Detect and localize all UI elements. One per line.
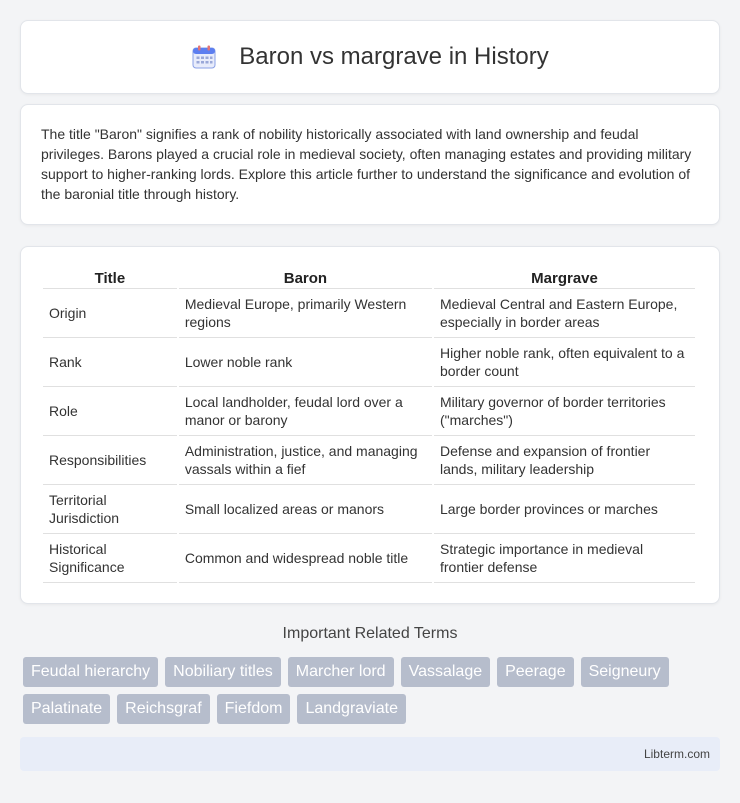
- table-row: [43, 436, 695, 485]
- tag-marcher-lord[interactable]: Marcher lord: [288, 657, 394, 687]
- row-label: Territorial Jurisdiction: [43, 485, 177, 534]
- baron-cell: Administration, justice, and managing vassals within a fief: [179, 436, 432, 485]
- baron-cell: Common and widespread noble title: [179, 534, 432, 583]
- table-row: [43, 387, 695, 436]
- page-header: [20, 20, 720, 94]
- related-terms-title: Important Related Terms: [282, 625, 458, 642]
- table-header-row: [43, 267, 695, 289]
- comparison-table: [41, 267, 697, 583]
- header-margrave: Margrave: [434, 267, 695, 289]
- footer: [20, 737, 720, 771]
- tag-vassalage[interactable]: Vassalage: [401, 657, 491, 687]
- header-title: Title: [43, 267, 177, 289]
- tag-reichsgraf[interactable]: Reichsgraf: [117, 694, 209, 724]
- tag-nobiliary-titles[interactable]: Nobiliary titles: [165, 657, 281, 687]
- margrave-cell: Higher noble rank, often equivalent to a border count: [434, 338, 695, 387]
- table-row: [43, 289, 695, 338]
- comparison-card: [20, 246, 720, 604]
- baron-cell: Lower noble rank: [179, 338, 432, 387]
- tag-landgraviate[interactable]: Landgraviate: [297, 694, 406, 724]
- tag-seigneury[interactable]: Seigneury: [581, 657, 669, 687]
- baron-cell: Medieval Europe, primarily Western regions: [179, 289, 432, 338]
- intro-text: The title "Baron" signifies a rank of nobility historically associated with land ownership and feudal privileges. Barons played a crucial role in medieval society, often managing estates and providing military support to higher-ranking lords. Explore this article further to understand the significance and evolution of the baronial title through history.: [41, 126, 692, 202]
- row-label: Role: [43, 387, 177, 436]
- margrave-cell: Large border provinces or marches: [434, 485, 695, 534]
- footer-brand[interactable]: Libterm.com: [643, 747, 710, 761]
- table-row: [43, 338, 695, 387]
- intro-card: [20, 104, 720, 225]
- baron-cell: Small localized areas or manors: [179, 485, 432, 534]
- calendar-icon: [191, 44, 217, 70]
- header-baron: Baron: [179, 267, 432, 289]
- table-row: [43, 534, 695, 583]
- row-label: Historical Significance: [43, 534, 177, 583]
- row-label: Responsibilities: [43, 436, 177, 485]
- margrave-cell: Military governor of border territories ("marches"): [434, 387, 695, 436]
- table-row: [43, 485, 695, 534]
- row-label: Origin: [43, 289, 177, 338]
- tag-peerage[interactable]: Peerage: [497, 657, 574, 687]
- baron-cell: Local landholder, feudal lord over a manor or barony: [179, 387, 432, 436]
- tag-palatinate[interactable]: Palatinate: [23, 694, 110, 724]
- page-title: Baron vs margrave in History: [239, 43, 549, 70]
- tag-fiefdom[interactable]: Fiefdom: [217, 694, 291, 724]
- tag-feudal-hierarchy[interactable]: Feudal hierarchy: [23, 657, 158, 687]
- margrave-cell: Strategic importance in medieval frontier defense: [434, 534, 695, 583]
- margrave-cell: Defense and expansion of frontier lands, military leadership: [434, 436, 695, 485]
- related-terms-list: [20, 657, 720, 724]
- row-label: Rank: [43, 338, 177, 387]
- margrave-cell: Medieval Central and Eastern Europe, especially in border areas: [434, 289, 695, 338]
